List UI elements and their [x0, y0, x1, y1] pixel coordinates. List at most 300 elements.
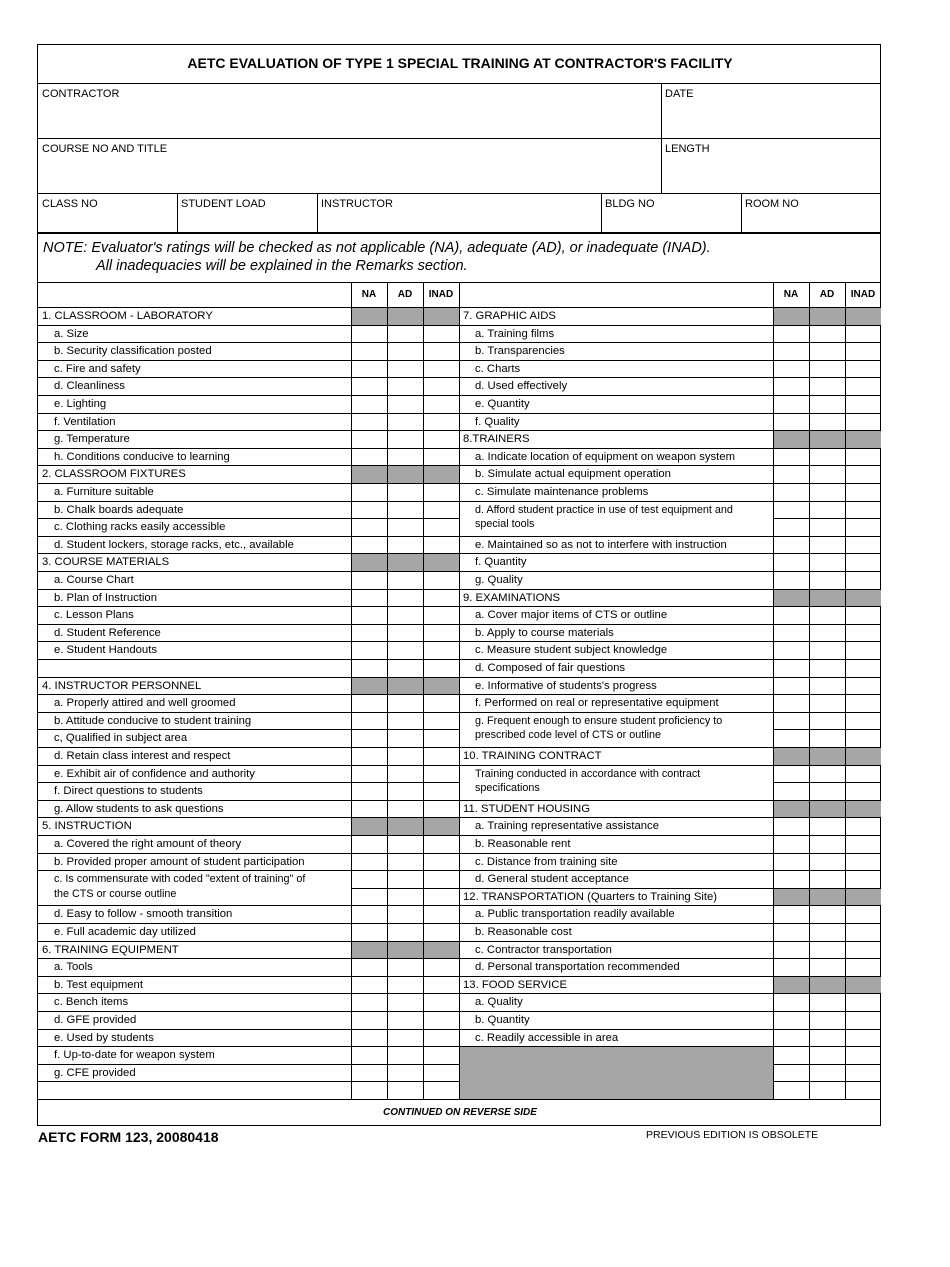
right-na-checkbox[interactable] — [773, 923, 809, 941]
left-na-checkbox[interactable] — [351, 1011, 387, 1029]
right-item-label: a. Cover major items of CTS or outline — [475, 609, 668, 622]
right-section-heading: 13. FOOD SERVICE — [463, 978, 568, 991]
left-na-checkbox[interactable] — [351, 1046, 387, 1064]
right-section-shade — [809, 589, 845, 607]
length-field[interactable]: LENGTH — [665, 143, 710, 155]
left-ad-checkbox[interactable] — [387, 923, 423, 941]
course-field[interactable]: COURSE NO AND TITLE — [42, 143, 168, 155]
right-inad-checkbox[interactable] — [845, 905, 881, 923]
right-na-checkbox[interactable] — [773, 853, 809, 871]
left-section-shade — [351, 307, 387, 325]
left-section-shade — [387, 465, 423, 483]
left-inad-checkbox[interactable] — [423, 782, 459, 800]
left-inad-header: INAD — [428, 289, 454, 300]
left-na-checkbox[interactable] — [351, 782, 387, 800]
right-na-checkbox[interactable] — [773, 377, 809, 395]
left-item-label: e. Full academic day utilized — [54, 926, 196, 938]
left-inad-checkbox[interactable] — [423, 360, 459, 378]
right-section-shade — [773, 747, 809, 765]
right-na-checkbox[interactable] — [773, 694, 809, 712]
left-ad-checkbox[interactable] — [387, 430, 423, 448]
right-ad-checkbox[interactable] — [809, 1081, 845, 1099]
right-section-shade — [773, 976, 809, 994]
left-ad-checkbox[interactable] — [387, 360, 423, 378]
left-inad-checkbox[interactable] — [423, 606, 459, 624]
right-section-heading: 7. GRAPHIC AIDS — [463, 310, 556, 322]
right-ad-checkbox[interactable] — [809, 624, 845, 642]
left-ad-checkbox[interactable] — [387, 659, 423, 677]
left-na-checkbox[interactable] — [351, 923, 387, 941]
left-item-label: e. Student Handouts — [54, 644, 158, 657]
right-ad-checkbox[interactable] — [809, 941, 845, 959]
left-inad-checkbox[interactable] — [423, 589, 459, 607]
right-inad-checkbox[interactable] — [845, 325, 881, 343]
right-na-checkbox[interactable] — [773, 448, 809, 466]
left-section-heading: 3. COURSE MATERIALS — [42, 556, 170, 569]
left-na-checkbox[interactable] — [351, 589, 387, 607]
left-na-checkbox[interactable] — [351, 501, 387, 519]
right-ad-checkbox[interactable] — [809, 677, 845, 695]
right-item-label: d. Used effectively — [475, 380, 568, 393]
date-field[interactable]: DATE — [665, 88, 694, 100]
right-na-checkbox[interactable] — [773, 817, 809, 835]
bldg-no-field[interactable]: BLDG NO — [605, 198, 655, 210]
left-inad-checkbox[interactable] — [423, 835, 459, 853]
left-ad-checkbox[interactable] — [387, 853, 423, 871]
right-na-checkbox[interactable] — [773, 641, 809, 659]
right-section-shade — [845, 589, 881, 607]
right-item-label: b. Reasonable rent — [475, 838, 571, 850]
right-inad-checkbox[interactable] — [845, 395, 881, 413]
right-inad-checkbox[interactable] — [845, 553, 881, 571]
left-ad-checkbox[interactable] — [387, 1046, 423, 1064]
evaluation-form — [37, 44, 881, 1126]
left-inad-checkbox[interactable] — [423, 729, 459, 747]
left-inad-checkbox[interactable] — [423, 694, 459, 712]
left-ad-checkbox[interactable] — [387, 624, 423, 642]
left-inad-checkbox[interactable] — [423, 976, 459, 994]
right-ad-checkbox[interactable] — [809, 483, 845, 501]
left-ad-checkbox[interactable] — [387, 782, 423, 800]
contractor-field[interactable]: CONTRACTOR — [42, 88, 120, 100]
right-item-label: g. Quality — [475, 574, 523, 586]
right-inad-checkbox[interactable] — [845, 958, 881, 976]
right-inad-checkbox[interactable] — [845, 694, 881, 712]
student-load-field[interactable]: STUDENT LOAD — [181, 198, 266, 210]
right-na-checkbox[interactable] — [773, 870, 809, 888]
right-ad-checkbox[interactable] — [809, 606, 845, 624]
left-na-checkbox[interactable] — [351, 1081, 387, 1099]
left-ad-checkbox[interactable] — [387, 1064, 423, 1082]
right-ad-checkbox[interactable] — [809, 1046, 845, 1064]
right-item-label: c. Simulate maintenance problems — [475, 486, 649, 498]
left-item-label: g. CFE provided — [54, 1066, 136, 1079]
left-na-checkbox[interactable] — [351, 377, 387, 395]
left-ad-checkbox[interactable] — [387, 905, 423, 923]
left-inad-checkbox[interactable] — [423, 659, 459, 677]
left-na-checkbox[interactable] — [351, 765, 387, 783]
right-ad-checkbox[interactable] — [809, 360, 845, 378]
left-ad-checkbox[interactable] — [387, 483, 423, 501]
right-item-label: g. Frequent enough to ensure student proficiency to — [475, 714, 723, 727]
right-ad-checkbox[interactable] — [809, 817, 845, 835]
left-ad-checkbox[interactable] — [387, 712, 423, 730]
right-item-label-cont: special tools — [475, 518, 535, 531]
left-ad-checkbox[interactable] — [387, 377, 423, 395]
right-item-label: c. Contractor transportation — [475, 943, 612, 956]
right-ad-checkbox[interactable] — [809, 553, 845, 571]
left-na-checkbox[interactable] — [351, 1029, 387, 1047]
left-inad-checkbox[interactable] — [423, 448, 459, 466]
right-na-checkbox[interactable] — [773, 483, 809, 501]
right-inad-checkbox[interactable] — [845, 1064, 881, 1082]
left-na-checkbox[interactable] — [351, 976, 387, 994]
left-inad-checkbox[interactable] — [423, 1029, 459, 1047]
left-ad-checkbox[interactable] — [387, 993, 423, 1011]
room-no-field[interactable]: ROOM NO — [745, 198, 799, 210]
left-inad-checkbox[interactable] — [423, 395, 459, 413]
left-section-heading: 4. INSTRUCTOR PERSONNEL — [42, 679, 202, 692]
right-inad-checkbox[interactable] — [845, 641, 881, 659]
left-inad-checkbox[interactable] — [423, 413, 459, 431]
left-inad-checkbox[interactable] — [423, 624, 459, 642]
left-item-label: b. Plan of Instruction — [54, 591, 157, 604]
left-inad-checkbox[interactable] — [423, 325, 459, 343]
left-ad-header: AD — [397, 289, 413, 300]
left-na-checkbox[interactable] — [351, 853, 387, 871]
left-section-heading: 2. CLASSROOM FIXTURES — [42, 468, 186, 481]
right-na-checkbox[interactable] — [773, 905, 809, 923]
left-ad-checkbox[interactable] — [387, 765, 423, 783]
left-na-checkbox[interactable] — [351, 413, 387, 431]
left-na-checkbox[interactable] — [351, 395, 387, 413]
right-item-label: b. Simulate actual equipment operation — [475, 468, 671, 481]
left-section-shade — [423, 465, 459, 483]
right-inad-checkbox[interactable] — [845, 659, 881, 677]
right-na-checkbox[interactable] — [773, 606, 809, 624]
right-section-shade — [773, 307, 809, 325]
left-inad-checkbox[interactable] — [423, 923, 459, 941]
previous-edition-note: PREVIOUS EDITION IS OBSOLETE — [646, 1129, 819, 1141]
right-na-checkbox[interactable] — [773, 958, 809, 976]
left-inad-checkbox[interactable] — [423, 958, 459, 976]
left-inad-checkbox[interactable] — [423, 1011, 459, 1029]
right-na-checkbox[interactable] — [773, 1046, 809, 1064]
left-na-checkbox[interactable] — [351, 905, 387, 923]
right-ad-checkbox[interactable] — [809, 536, 845, 554]
right-item-label: b. Transparencies — [475, 345, 565, 358]
left-na-checkbox[interactable] — [351, 747, 387, 765]
left-section-shade — [387, 553, 423, 571]
right-na-checkbox[interactable] — [773, 941, 809, 959]
right-ad-checkbox[interactable] — [809, 835, 845, 853]
left-ad-checkbox[interactable] — [387, 518, 423, 536]
left-inad-checkbox[interactable] — [423, 1046, 459, 1064]
left-ad-checkbox[interactable] — [387, 325, 423, 343]
left-section-shade — [387, 307, 423, 325]
left-ad-checkbox[interactable] — [387, 448, 423, 466]
left-item-label: c. Clothing racks easily accessible — [54, 521, 226, 534]
right-na-checkbox[interactable] — [773, 571, 809, 589]
right-na-checkbox[interactable] — [773, 1081, 809, 1099]
right-section-shade — [845, 307, 881, 325]
left-inad-checkbox[interactable] — [423, 905, 459, 923]
right-inad-checkbox[interactable] — [845, 817, 881, 835]
right-ad-checkbox[interactable] — [809, 993, 845, 1011]
right-section-shade — [845, 976, 881, 994]
left-item-label: c. Bench items — [54, 996, 129, 1009]
right-inad-checkbox[interactable] — [845, 870, 881, 888]
continued-note: CONTINUED ON REVERSE SIDE — [383, 1107, 537, 1118]
right-section-heading: 12. TRANSPORTATION (Quarters to Training Site) — [463, 890, 718, 903]
right-na-checkbox[interactable] — [773, 1029, 809, 1047]
right-inad-checkbox[interactable] — [845, 571, 881, 589]
left-ad-checkbox[interactable] — [387, 571, 423, 589]
left-inad-checkbox[interactable] — [423, 536, 459, 554]
left-ad-checkbox[interactable] — [387, 589, 423, 607]
right-item-label: c. Measure student subject knowledge — [475, 644, 668, 657]
right-section-heading: 8.TRAINERS — [463, 433, 530, 446]
left-na-checkbox[interactable] — [351, 659, 387, 677]
left-inad-checkbox[interactable] — [423, 571, 459, 589]
right-inad-checkbox[interactable] — [845, 606, 881, 624]
left-item-label: f. Direct questions to students — [54, 785, 203, 798]
right-ad-checkbox[interactable] — [809, 870, 845, 888]
right-item-label: e. Informative of students's progress — [475, 679, 657, 692]
right-section-shade — [809, 888, 845, 906]
right-na-checkbox[interactable] — [773, 325, 809, 343]
right-inad-checkbox[interactable] — [845, 1029, 881, 1047]
left-item-label: a. Size — [54, 327, 89, 340]
left-ad-checkbox[interactable] — [387, 1011, 423, 1029]
right-na-checkbox[interactable] — [773, 1064, 809, 1082]
right-section-shade — [845, 747, 881, 765]
left-inad-checkbox[interactable] — [423, 430, 459, 448]
left-inad-checkbox[interactable] — [423, 483, 459, 501]
right-item-label: b. Quantity — [475, 1014, 530, 1026]
left-na-checkbox[interactable] — [351, 342, 387, 360]
right-ad-checkbox[interactable] — [809, 448, 845, 466]
right-section-heading: 11. STUDENT HOUSING — [463, 802, 591, 815]
left-section-heading: 6. TRAINING EQUIPMENT — [42, 943, 179, 956]
right-ad-checkbox[interactable] — [809, 853, 845, 871]
right-item-label: b. Apply to course materials — [475, 626, 614, 639]
left-inad-checkbox[interactable] — [423, 993, 459, 1011]
left-inad-checkbox[interactable] — [423, 800, 459, 818]
left-na-checkbox[interactable] — [351, 694, 387, 712]
left-item-label: d. Cleanliness — [54, 380, 125, 393]
right-inad-checkbox[interactable] — [845, 853, 881, 871]
right-ad-checkbox[interactable] — [809, 1029, 845, 1047]
right-na-checkbox[interactable] — [773, 465, 809, 483]
right-na-checkbox[interactable] — [773, 395, 809, 413]
right-na-checkbox[interactable] — [773, 677, 809, 695]
left-inad-checkbox[interactable] — [423, 518, 459, 536]
left-na-checkbox[interactable] — [351, 800, 387, 818]
left-item-label: c, Qualified in subject area — [54, 732, 188, 745]
left-ad-checkbox[interactable] — [387, 800, 423, 818]
right-inad-header: INAD — [850, 289, 876, 300]
left-item-label: g. Temperature — [54, 433, 130, 446]
right-ad-checkbox[interactable] — [809, 958, 845, 976]
left-ad-checkbox[interactable] — [387, 606, 423, 624]
left-item-label: b. Attitude conducive to student training — [54, 714, 252, 727]
right-item-label: c. Readily accessible in area — [475, 1031, 619, 1044]
right-inad-checkbox[interactable] — [845, 1011, 881, 1029]
right-section-shade — [773, 430, 809, 448]
right-section-heading: 9. EXAMINATIONS — [463, 591, 561, 604]
right-item-label: Training conducted in accordance with contract — [475, 767, 701, 780]
right-na-checkbox[interactable] — [773, 553, 809, 571]
left-item-label: a. Tools — [54, 961, 93, 974]
left-inad-checkbox[interactable] — [423, 377, 459, 395]
instructor-field[interactable]: INSTRUCTOR — [321, 198, 393, 210]
right-ad-checkbox[interactable] — [809, 1064, 845, 1082]
left-ad-checkbox[interactable] — [387, 976, 423, 994]
left-ad-checkbox[interactable] — [387, 694, 423, 712]
left-na-checkbox[interactable] — [351, 518, 387, 536]
left-section-shade — [351, 677, 387, 695]
left-item-label: d. Easy to follow - smooth transition — [54, 908, 233, 921]
right-section-shade — [809, 307, 845, 325]
left-ad-checkbox[interactable] — [387, 395, 423, 413]
left-item-label: f. Up-to-date for weapon system — [54, 1049, 215, 1062]
right-na-checkbox[interactable] — [773, 624, 809, 642]
class-no-field[interactable]: CLASS NO — [42, 198, 98, 210]
left-na-checkbox[interactable] — [351, 958, 387, 976]
left-na-checkbox[interactable] — [351, 448, 387, 466]
left-na-checkbox[interactable] — [351, 430, 387, 448]
left-na-checkbox[interactable] — [351, 360, 387, 378]
left-section-heading: 1. CLASSROOM - LABORATORY — [42, 310, 213, 322]
left-item-label: e. Lighting — [54, 398, 107, 410]
left-ad-checkbox[interactable] — [387, 958, 423, 976]
right-inad-checkbox[interactable] — [845, 377, 881, 395]
right-item-label: e. Maintained so as not to interfere with instruction — [475, 538, 727, 551]
right-ad-checkbox[interactable] — [809, 1011, 845, 1029]
right-ad-checkbox[interactable] — [809, 325, 845, 343]
left-inad-checkbox[interactable] — [423, 641, 459, 659]
right-inad-checkbox[interactable] — [845, 465, 881, 483]
left-na-checkbox[interactable] — [351, 641, 387, 659]
right-inad-checkbox[interactable] — [845, 993, 881, 1011]
right-inad-checkbox[interactable] — [845, 677, 881, 695]
right-item-label: f. Quality — [475, 415, 520, 428]
right-inad-checkbox[interactable] — [845, 941, 881, 959]
right-na-checkbox[interactable] — [773, 659, 809, 677]
left-item-label: a. Properly attired and well groomed — [54, 697, 236, 710]
left-ad-checkbox[interactable] — [387, 342, 423, 360]
left-ad-checkbox[interactable] — [387, 536, 423, 554]
right-na-checkbox[interactable] — [773, 360, 809, 378]
left-ad-checkbox[interactable] — [387, 1081, 423, 1099]
right-inad-checkbox[interactable] — [845, 1081, 881, 1099]
left-ad-checkbox[interactable] — [387, 413, 423, 431]
left-inad-checkbox[interactable] — [423, 853, 459, 871]
left-ad-checkbox[interactable] — [387, 501, 423, 519]
right-ad-checkbox[interactable] — [809, 923, 845, 941]
right-inad-checkbox[interactable] — [845, 360, 881, 378]
left-na-checkbox[interactable] — [351, 993, 387, 1011]
left-na-checkbox[interactable] — [351, 712, 387, 730]
right-section-shade — [809, 976, 845, 994]
left-item-label: f. Ventilation — [54, 415, 116, 428]
left-na-checkbox[interactable] — [351, 571, 387, 589]
right-ad-header: AD — [819, 289, 835, 300]
right-inad-checkbox[interactable] — [845, 1046, 881, 1064]
right-ad-checkbox[interactable] — [809, 641, 845, 659]
left-ad-checkbox[interactable] — [387, 835, 423, 853]
right-na-checkbox[interactable] — [773, 835, 809, 853]
left-na-checkbox[interactable] — [351, 606, 387, 624]
left-na-checkbox[interactable] — [351, 483, 387, 501]
right-inad-checkbox[interactable] — [845, 835, 881, 853]
right-item-label: f. Quantity — [475, 556, 527, 569]
left-ad-checkbox[interactable] — [387, 641, 423, 659]
left-item-label: d. Student Reference — [54, 626, 161, 639]
right-inad-checkbox[interactable] — [845, 536, 881, 554]
left-na-checkbox[interactable] — [351, 729, 387, 747]
right-ad-checkbox[interactable] — [809, 694, 845, 712]
form-number: AETC FORM 123, 20080418 — [38, 1129, 219, 1145]
left-inad-checkbox[interactable] — [423, 501, 459, 519]
right-ad-checkbox[interactable] — [809, 395, 845, 413]
left-item-label: b. Security classification posted — [54, 345, 212, 358]
left-section-shade — [351, 465, 387, 483]
right-na-checkbox[interactable] — [773, 413, 809, 431]
right-ad-checkbox[interactable] — [809, 571, 845, 589]
left-inad-checkbox[interactable] — [423, 747, 459, 765]
left-inad-checkbox[interactable] — [423, 712, 459, 730]
right-na-checkbox[interactable] — [773, 342, 809, 360]
right-ad-checkbox[interactable] — [809, 342, 845, 360]
right-inad-checkbox[interactable] — [845, 923, 881, 941]
left-na-checkbox[interactable] — [351, 1064, 387, 1082]
left-inad-checkbox[interactable] — [423, 1081, 459, 1099]
right-na-checkbox[interactable] — [773, 1011, 809, 1029]
right-item-label: a. Public transportation readily available — [475, 908, 675, 921]
left-inad-checkbox[interactable] — [423, 1064, 459, 1082]
right-inad-checkbox[interactable] — [845, 624, 881, 642]
right-inad-checkbox[interactable] — [845, 483, 881, 501]
right-ad-checkbox[interactable] — [809, 465, 845, 483]
left-section-shade — [423, 941, 459, 959]
right-inad-checkbox[interactable] — [845, 342, 881, 360]
left-ad-checkbox[interactable] — [387, 1029, 423, 1047]
right-section-shade — [773, 589, 809, 607]
right-ad-checkbox[interactable] — [809, 377, 845, 395]
left-ad-checkbox[interactable] — [387, 729, 423, 747]
left-na-checkbox[interactable] — [351, 835, 387, 853]
left-inad-checkbox[interactable] — [423, 765, 459, 783]
right-item-label: e. Quantity — [475, 398, 530, 410]
right-na-checkbox[interactable] — [773, 536, 809, 554]
left-na-checkbox[interactable] — [351, 536, 387, 554]
right-inad-checkbox[interactable] — [845, 448, 881, 466]
left-na-checkbox[interactable] — [351, 624, 387, 642]
left-section-shade — [387, 677, 423, 695]
right-inad-checkbox[interactable] — [845, 413, 881, 431]
right-section-shade — [809, 800, 845, 818]
right-ad-checkbox[interactable] — [809, 659, 845, 677]
right-ad-checkbox[interactable] — [809, 905, 845, 923]
right-ad-checkbox[interactable] — [809, 413, 845, 431]
left-inad-checkbox[interactable] — [423, 342, 459, 360]
left-section-shade — [351, 553, 387, 571]
left-ad-checkbox[interactable] — [387, 747, 423, 765]
right-na-checkbox[interactable] — [773, 993, 809, 1011]
left-na-checkbox[interactable] — [351, 325, 387, 343]
